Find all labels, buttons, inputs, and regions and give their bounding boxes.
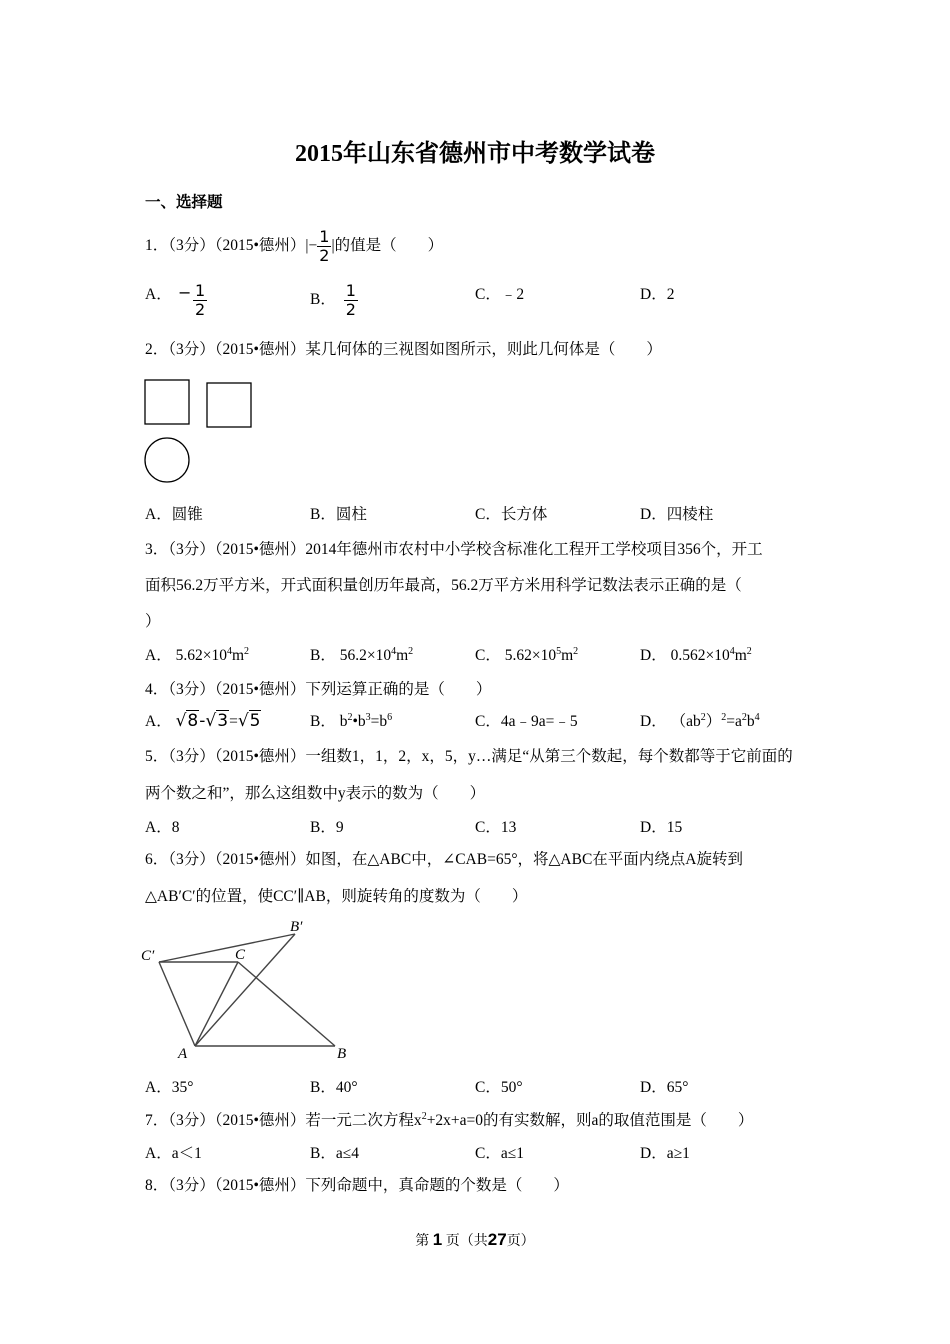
q2-option-c: C．长方体 [475,506,548,523]
q5-option-a: A．8 [145,819,180,836]
q2-option-a: A．圆锥 [145,506,203,523]
q4-d-close: ） [705,713,722,730]
q7-option-c: C．a≤1 [475,1145,524,1162]
page-footer [0,1230,950,1250]
q3-option-a [145,643,249,665]
q4-a-minus: - [199,711,206,731]
q3-a-unit: m [231,647,245,664]
segment-c-b [238,962,335,1046]
question-5-line-1: 5．（3分）（2015•德州）一组数1，1，2，x，5，y…满足“从第三个数起，每个数都等于它前面的 [145,748,793,765]
q2-option-b: B．圆柱 [310,506,367,523]
q3-d-unit: m [734,647,747,664]
q5-option-d: D．15 [640,819,683,836]
footer-page-number: 1 [432,1230,443,1249]
q3-a-label: A． [145,647,172,664]
footer-total-pages: 27 [487,1230,507,1249]
q1-b-den: 2 [345,300,356,319]
footer-post: 页） [506,1234,535,1249]
q4-d-e1: 2 [700,712,706,723]
q1-b-label: B． [310,291,336,309]
q4-d-b: b [746,713,755,730]
q1-fraction [317,228,331,265]
q4-a-sqrt-1: √8 [175,711,199,731]
q3-b-label: B． [310,647,336,664]
q3-a-base: 5.62×10 [175,647,227,664]
q3-c-uexp: 2 [573,646,579,657]
q4-b-dot: •b [352,713,366,730]
q4-option-c: C．4a﹣9a=﹣5 [475,713,578,730]
q4-d-e4: 4 [754,712,760,723]
q4-option-a [145,709,261,731]
question-3-line-1: 3．（3分）（2015•德州）2014年德州市农村中小学校含标准化工程开工学校项目356个，开工 [145,541,763,558]
label-a: A [178,1046,188,1062]
section-heading: 一、选择题 [145,194,223,211]
rotation-figure [135,912,365,1067]
q6-option-c: C．50° [475,1079,523,1096]
q3-c-label: C． [475,647,501,664]
q4-a-eq: = [229,713,238,730]
q4-a-sqrt-3: √5 [237,711,261,731]
q1-option-b [310,282,358,319]
q6-option-d: D．65° [640,1079,689,1096]
q3-c-exp: 5 [556,646,562,657]
q7-option-b: B．a≤4 [310,1145,359,1162]
q4-b-e1: 2 [347,712,353,723]
q4-b-label: B． [310,713,336,730]
q1-a-frac [193,282,207,319]
q4-a-r1: 8 [187,711,199,731]
q4-b-e3: 6 [387,712,393,723]
q4-d-e2: 2 [721,712,727,723]
question-8-stem: 8．（3分）（2015•德州）下列命题中，真命题的个数是（ ） [145,1177,569,1194]
q7-stem-post: +2x+a=0的有实数解，则a的取值范围是（ ） [426,1112,754,1129]
question-2-stem: 2．（3分）（2015•德州）某几何体的三视图如图所示，则此几何体是（ ） [145,341,662,358]
front-view-square [145,380,189,424]
q4-d-eq: =a [726,713,742,730]
top-view-circle [145,438,189,482]
label-c-prime: C′ [141,948,155,964]
q6-option-b: B．40° [310,1079,358,1096]
q3-a-uexp: 2 [244,646,250,657]
q6-option-a: A．35° [145,1079,194,1096]
q4-b-t1: b [339,713,348,730]
q1-a-num: 1 [195,281,206,300]
q4-a-r2: 3 [217,711,229,731]
q1-a-den: 2 [195,300,206,319]
footer-pre: 第 [415,1234,430,1249]
question-6-line-2: △AB′C′的位置，使CC′∥AB，则旋转角的度数为（ ） [145,888,528,905]
q4-option-d [640,709,760,731]
footer-mid: 页（共 [445,1234,488,1249]
q7-exp: 2 [421,1111,427,1122]
q3-option-b [310,643,413,665]
q5-option-b: B．9 [310,819,344,836]
q1-option-c: C．﹣2 [475,286,525,303]
q3-b-exp: 4 [391,646,397,657]
q4-b-eq: =b [370,713,388,730]
q3-d-label: D． [640,647,667,664]
q3-option-c [475,643,578,665]
q4-a-sqrt-2: √3 [205,711,229,731]
question-7-stem [145,1108,753,1130]
q5-option-c: C．13 [475,819,517,836]
three-view-figure [140,374,260,486]
q3-a-exp: 4 [226,646,232,657]
q1-stem-post: |的值是（ ） [331,237,444,255]
q3-b-base: 56.2×10 [339,647,392,664]
label-c: C [235,947,246,963]
question-3-line-2: 面积56.2万平方米，开式面积量创历年最高，56.2万平方米用科学记数法表示正确的是（ [145,577,742,594]
q3-b-unit: m [396,647,409,664]
q7-stem-pre: 7．（3分）（2015•德州）若一元二次方程x [145,1112,422,1129]
q3-option-d [640,643,752,665]
q3-c-unit: m [561,647,574,664]
question-5-line-2: 两个数之和”，那么这组数中y表示的数为（ ） [145,785,486,802]
q1-a-sign: − [178,283,192,302]
q7-option-d: D．a≥1 [640,1145,690,1162]
q4-d-open: （ab [670,713,701,730]
question-3-line-3: ） [145,613,161,630]
label-b: B [337,1046,347,1062]
q4-a-label: A． [145,713,172,730]
question-6-line-1: 6．（3分）（2015•德州）如图，在△ABC中，∠CAB=65°，将△ABC在平面内绕点A旋转到 [145,851,744,868]
question-4-stem: 4．（3分）（2015•德州）下列运算正确的是（ ） [145,681,492,698]
q4-d-label: D． [640,713,667,730]
label-b-prime: B′ [290,919,303,935]
q4-b-e2: 3 [365,712,371,723]
q1-frac-den: 2 [319,246,330,265]
q4-option-b [310,709,392,731]
side-view-square [207,383,251,427]
q3-c-base: 5.62×10 [504,647,557,664]
question-1-stem [145,228,443,265]
q1-stem-pre: 1．（3分）（2015•德州）|− [145,237,318,255]
q2-option-d: D．四棱柱 [640,506,714,523]
q3-d-exp: 4 [729,646,735,657]
q1-option-d: D．2 [640,286,675,303]
q3-d-uexp: 2 [746,646,752,657]
q4-a-r3: 5 [249,711,261,731]
segment-c-prime-a [159,962,195,1046]
q3-d-base: 0.562×10 [670,647,730,664]
q4-d-e3: 2 [741,712,747,723]
q3-b-uexp: 2 [408,646,414,657]
q1-a-label: A． [145,286,172,303]
q1-b-num: 1 [345,281,356,300]
q7-option-a: A．a＜1 [145,1145,202,1162]
q1-frac-num: 1 [319,227,330,246]
exam-title: 2015年山东省德州市中考数学试卷 [295,141,655,167]
segment-c-a [195,962,238,1046]
